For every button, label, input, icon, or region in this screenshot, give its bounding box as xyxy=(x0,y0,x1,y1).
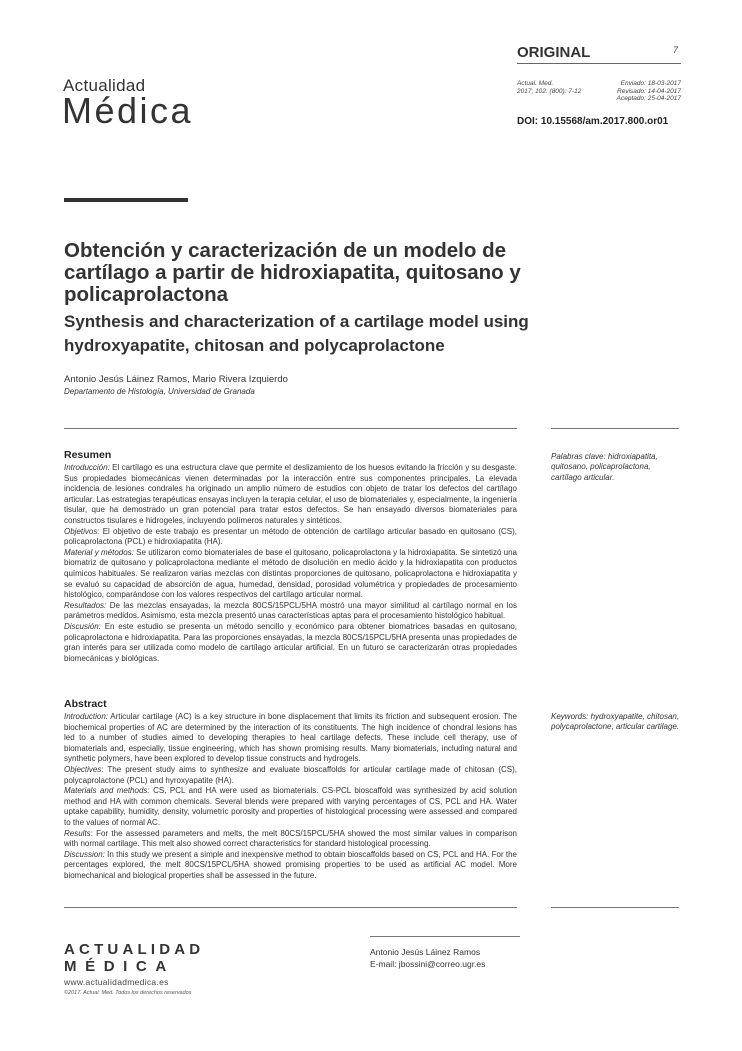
resumen-disc-label: Discusión: xyxy=(64,621,101,631)
abstract-bottom-rule xyxy=(64,907,517,908)
date-accepted: Aceptado: 25-04-2017 xyxy=(616,95,681,102)
keywords-bottom-rule xyxy=(551,907,679,908)
date-sent: Enviado: 18-03-2017 xyxy=(620,80,681,87)
abstract-methods xyxy=(64,786,517,828)
journal-logo-main: Médica xyxy=(62,90,194,131)
authors: Antonio Jesús Láinez Ramos, Mario Rivera Izquierdo xyxy=(64,374,288,385)
resumen-met-label: Material y métodos: xyxy=(64,547,134,557)
abstract-disc-label: Discussion: xyxy=(64,849,105,859)
contact-email-link[interactable]: E-mail: jbossini@correo.ugr.es xyxy=(370,959,486,969)
section-label: ORIGINAL xyxy=(517,44,591,61)
journal-citation-line2: 2017; 102: (800): 7-12 xyxy=(517,87,582,95)
article-dates xyxy=(595,80,681,103)
journal-citation-line1: Actual. Med. xyxy=(517,80,554,87)
resumen-intro xyxy=(64,463,517,527)
footer-brand-line1: ACTUALIDAD xyxy=(64,941,205,958)
article-title-es: Obtención y caracterización de un modelo de cartílago a partir de hidroxiapatita, quitosano y policaprolactona xyxy=(64,239,521,306)
resumen-disc-text: En este estudio se presenta un método sencillo y económico para obtener biomatrices basadas en quitosano, policaprolactona e hidroxiapatita. Para las proporciones ensayadas, la mezcla 80CS/15PCL/5HA presenta unas propiedades de gran interés para ser utilizada como modelo de cartílago articular artificial. En un futuro se caracterizarán otras propiedades biomecánicas y biológicas. xyxy=(64,621,517,663)
abstract-body xyxy=(64,712,517,882)
abstract-res-text: : For the assessed parameters and melts, the melt 80CS/15PCL/5HA showed the most similar values in comparison with normal cartilage. This melt also showed correct characteristics for standard histological processing. xyxy=(64,828,517,849)
resumen-heading: Resumen xyxy=(64,449,112,461)
resumen-results xyxy=(64,601,517,622)
resumen-discussion xyxy=(64,622,517,664)
resumen-res-text: De las mezclas ensayadas, la mezcla 80CS/15PCL/5HA mostró una mayor similitud al cartílago normal en los parámetros medidos. Asimismo, esta mezcla presentó unas características aptas para el procesamiento histológico habitual. xyxy=(64,600,517,621)
resumen-res-label: Resultados: xyxy=(64,600,107,610)
doi-link[interactable]: DOI: 10.15568/am.2017.800.or01 xyxy=(517,116,669,127)
abstract-discussion xyxy=(64,850,517,882)
resumen-intro-label: Introducción: xyxy=(64,463,110,472)
abstract-disc-text: In this study we present a simple and inexpensive method to obtain bioscaffolds based on CS, PCL and HA. For the percentages explored, the melt 80CS/15PCL/5HA showed promising properties to be used as artificial AC model. More biomechanical and biological properties shall be assessed in the future. xyxy=(64,849,517,880)
keywords-top-rule xyxy=(551,428,679,429)
contact-rule xyxy=(370,936,520,937)
resumen-obj-label: Objetivos: xyxy=(64,526,100,536)
abstract-obj-text: : The present study aims to synthesize and evaluate bioscaffolds for articular cartilage made of chitosan (CS), polycaprolactone (PCL) and hyroxyapatite (HA). xyxy=(64,764,517,785)
contact-name: Antonio Jesús Láinez Ramos xyxy=(370,947,481,957)
abstract-obj-label: Objectives xyxy=(64,764,102,774)
footer-url-link[interactable]: www.actualidadmedica.es xyxy=(64,977,169,987)
abstract-met-text: CS, PCL and HA were used as biomaterials. CS-PCL bioscaffold was synthesized by acid solution method and HA with common chemicals. Several blends were prepared with varying percentages of CS, PCL and HA. Water uptake capability, humidity, density, volumetric porosity and properties of histological processing were assessed and compared to the values of normal AC. xyxy=(64,786,518,827)
page-number: 7 xyxy=(673,45,679,55)
abstract-results xyxy=(64,829,517,850)
resumen-body xyxy=(64,463,517,664)
journal-logo-top: Actualidad xyxy=(63,76,146,95)
footer-copyright: ©2017. Actual. Med. Todos los derechos reservados xyxy=(64,990,192,996)
resumen-obj-text: El objetivo de este trabajo es presentar un método de obtención de cartílago articular basado en quitosano (CS), policaprolactona (PCL) e hidroxiapatita (HA). xyxy=(64,526,517,547)
abstract-intro xyxy=(64,712,517,765)
abstract-objectives xyxy=(64,765,517,786)
journal-citation xyxy=(517,80,581,95)
resumen-intro-text: El cartílago es una estructura clave que permite el deslizamiento de los huesos evitando la fricción y su desgaste. Sus propiedades biomecánicas vienen determinadas por la interacción entre sus componentes principales. La elevada incidencia de lesiones condrales ha originado un amplio número de estudios con objeto de tratar los defectos del cartílago articular. Las estrategias terapéuticas ensayas incluyen la terapia celular, el uso de biomateriales y, especialmente, la ingeniería tisular, que ha demostrado un gran potencial para tratar estos defectos. Se han ensayado diversos biomateriales para constructos tisulares e hidrogeles, incluyendo polímeros naturales y sintéticos. xyxy=(64,463,517,525)
abstract-intro-text: Articular cartilage (AC) is a key structure in bone displacement that limits its friction and subsequent erosion. The biochemical properties of AC are determined by the interaction of its constituents. The high incidence of chondral lesions has led to a number of studies aimed to developing therapies to heal cartilage defects. These include cell therapy, use of biomaterials and, especially, tissue engineering, which has shown promising results. Many biomaterials, including natural and synthetic polymers, have been explored to develop tissue constructs and hydrogels. xyxy=(64,712,517,764)
title-divider xyxy=(64,198,188,202)
abstract-met-label: Materials and methods: xyxy=(64,786,150,796)
affiliation: Departamento de Histología, Universidad de Granada xyxy=(64,387,255,396)
palabras-clave: Palabras clave: hidroxiapatita, quitosano, policaprolactona, cartílago articular. xyxy=(551,452,658,482)
abstract-heading: Abstract xyxy=(64,698,107,710)
resumen-methods xyxy=(64,548,517,601)
header-rule xyxy=(517,63,681,64)
abstract-top-rule xyxy=(64,428,517,429)
abstract-res-label: Results xyxy=(64,828,91,838)
abstract-intro-label: Introduction: xyxy=(64,712,109,721)
resumen-objectives xyxy=(64,527,517,548)
keywords: Keywords: hydroxyapatite, chitosan, polycaprolactone, articular cartilage. xyxy=(551,712,680,732)
resumen-met-text: Se utilizaron como biomateriales de base el quitosano, policaprolactona y la hidroxiapatita. Se sintetizó una biomatriz de quitosano y policaprolactona mediante el método de disolución en medio ácido y la hidroxiapatita con productos químicos habituales. Se realizaron varias mezclas con distintas proporciones de quitosano, policaprolactona e hidroxiapatita y se evaluó su capacidad de absorción de agua, humedad, densidad, porosidad volumétrica y propiedades de procesamiento histológico, comparándose con los valores respectivos del cartílago articular normal. xyxy=(64,547,518,600)
article-title-en: Synthesis and characterization of a cartilage model using hydroxyapatite, chitosan and polycaprolactone xyxy=(64,312,529,355)
date-revised: Revisado: 14-04-2017 xyxy=(617,87,681,95)
footer-brand-line2: MÉDICA xyxy=(64,958,175,975)
